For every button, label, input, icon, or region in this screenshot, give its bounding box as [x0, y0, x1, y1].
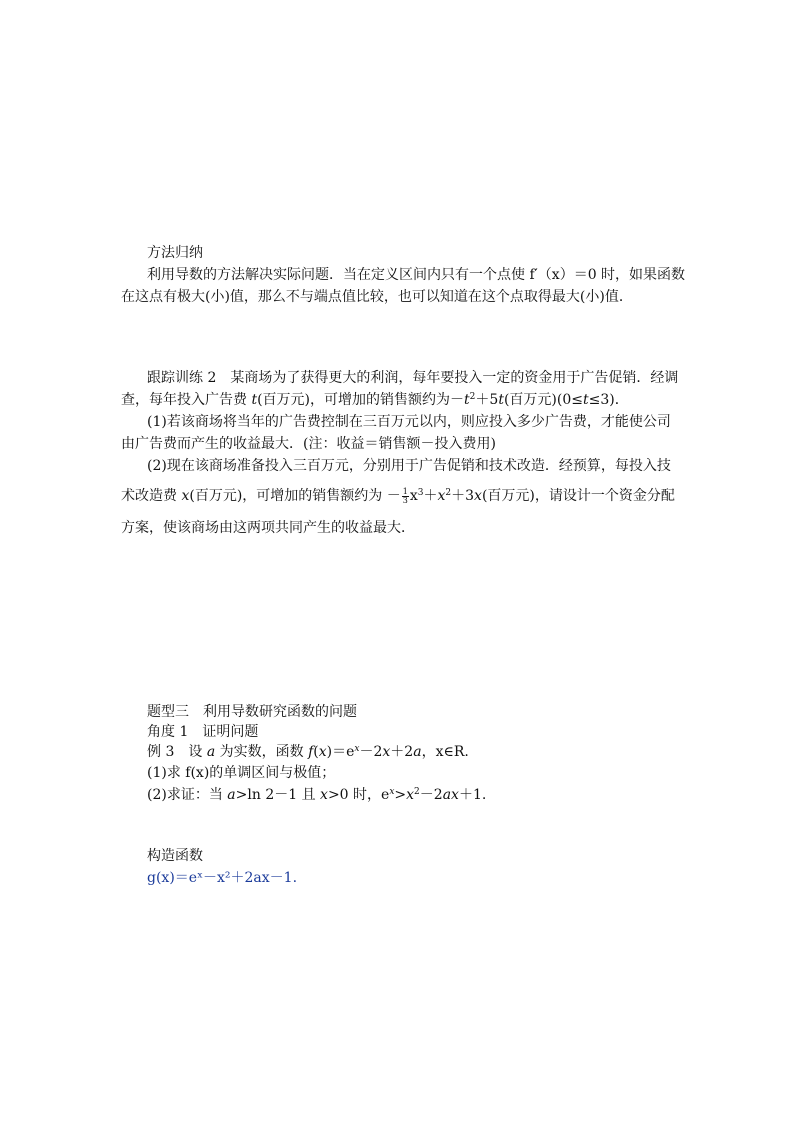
topic3-title: 题型三 利用导数研究函数的问题	[147, 704, 357, 720]
method-heading: 方法归纳	[147, 245, 203, 261]
exercise-q1-line-2: 由广告费而产生的收益最大．(注：收益＝销售额－投入费用)	[121, 436, 496, 452]
exercise-q2-line-1: (2)现在该商场准备投入三百万元，分别用于广告促销和技术改造．经预算，每投入技	[147, 458, 671, 474]
exercise-q2-line-2: 术改造费 x(百万元)，可增加的销售额约为 － $\frac{1}{3}$ $x^3+x^2+3x$(百万元)，请设计一个资金分配	[121, 486, 675, 505]
exercise-line-2: 查，每年投入广告费 t(百万元)，可增加的销售额约为$-t^2+5t$(百万元)(0≤t≤3)．	[121, 392, 629, 408]
example3-part2: (2)求证：当 a>ln 2－1 且 x>0 时，$e^x>x^2-2ax+1$.	[147, 787, 487, 803]
fraction-one-third: $\frac{1}{3}$	[402, 486, 408, 505]
exercise-q2-line-3: 方案，使该商场由这两项共同产生的收益最大．	[121, 520, 415, 536]
example3-part1: (1)求 f(x)的单调区间与极值；	[147, 765, 336, 781]
exercise-q1-line-1: (1)若该商场将当年的广告费控制在三百万元以内，则应投入多少广告费，才能使公司	[147, 414, 671, 430]
construct-formula: g(x)＝eˣ－x²＋2ax－1.	[147, 870, 298, 886]
exercise-line-1: 跟踪训练 2 某商场为了获得更大的利润，每年要投入一定的资金用于广告促销．经调	[147, 370, 679, 386]
method-text-1: 利用导数的方法解决实际问题．当在定义区间内只有一个点使 f′（x）＝0 时，如果函数	[147, 267, 686, 283]
method-text-2: 在这点有极大(小)值，那么不与端点值比较，也可以知道在这个点取得最大(小)值．	[121, 289, 633, 305]
example3: 例 3 设 a 为实数，函数 $f(x)=e^x-2x+2a$，x∈R.	[147, 744, 469, 760]
construct-heading: 构造函数	[147, 848, 203, 864]
topic3-angle: 角度 1 证明问题	[147, 724, 259, 740]
